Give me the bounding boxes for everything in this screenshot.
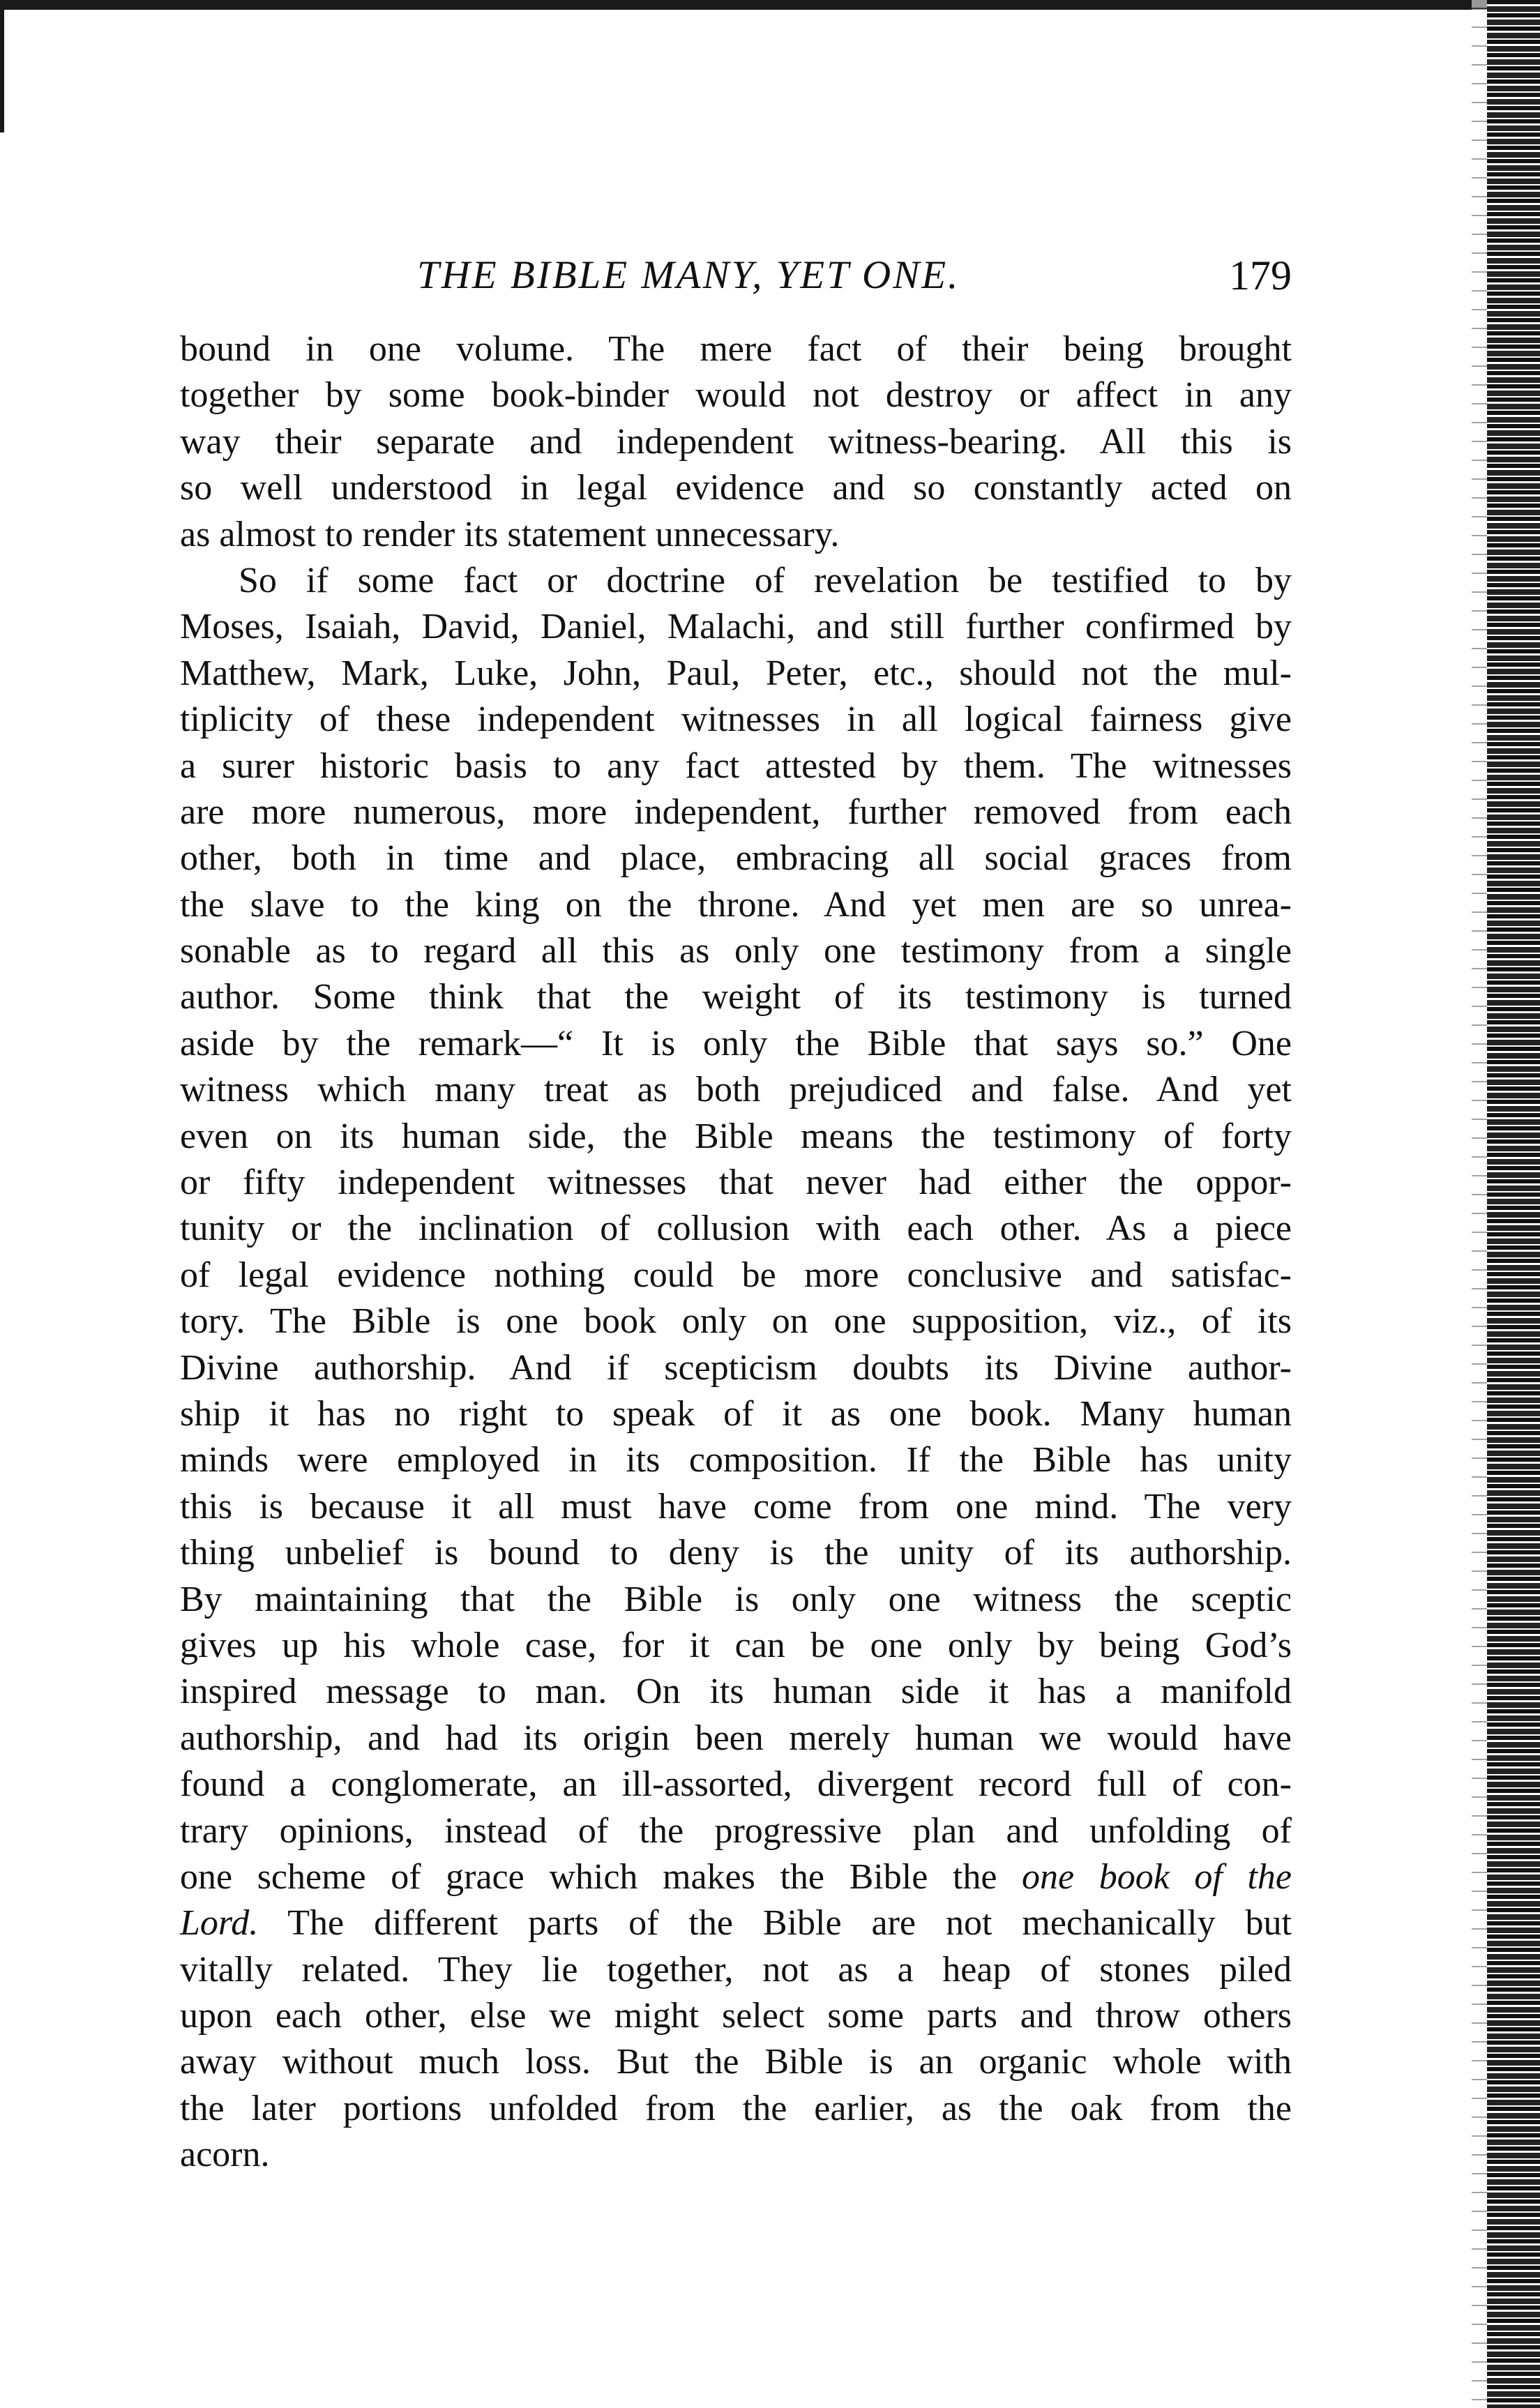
scan-edge-shadow: [1472, 0, 1487, 2408]
text-line: upon each other, else we might select some parts and throw others: [180, 1996, 1292, 2036]
text-line: trary opinions, instead of the progressive plan and unfolding of: [180, 1810, 1292, 1851]
text-line: away without much loss. But the Bible is an organic whole with: [180, 2042, 1292, 2082]
text-line: or fifty independent witnesses that never had either the oppor-: [180, 1163, 1292, 1203]
text-line: authorship, and had its origin been merely human we would have: [180, 1718, 1292, 1758]
text-line: bound in one volume. The mere fact of their being brought: [180, 329, 1292, 369]
text-line: tory. The Bible is one book only on one supposition, viz., of its: [180, 1301, 1292, 1342]
text-line: Moses, Isaiah, David, Daniel, Malachi, and still further confirmed by: [180, 607, 1292, 647]
text-line: of legal evidence nothing could be more conclusive and satisfac-: [180, 1255, 1292, 1295]
text-line: so well understood in legal evidence and so constantly acted on: [180, 468, 1292, 508]
text-line: tiplicity of these independent witnesses in all logical fairness give: [180, 699, 1292, 740]
text-line: By maintaining that the Bible is only one witness the sceptic: [180, 1579, 1292, 1619]
text-line: Matthew, Mark, Luke, John, Paul, Peter, etc., should not the mul-: [180, 653, 1292, 693]
text-line: are more numerous, more independent, further removed from each: [180, 792, 1292, 832]
text-line: minds were employed in its composition. If the Bible has unity: [180, 1440, 1292, 1481]
scan-border-left: [0, 0, 4, 132]
italic-title: Lord.: [180, 1903, 259, 1944]
text-line: sonable as to regard all this as only one testimony from a single: [180, 931, 1292, 971]
running-title: THE BIBLE MANY, YET ONE.: [417, 253, 960, 297]
text-line: the later portions unfolded from the earlier, as the oak from the: [180, 2088, 1292, 2128]
text-span: one scheme of grace which makes the Bible the: [180, 1856, 1022, 1897]
text-line: [180, 1854, 1292, 1900]
text-line: author. Some think that the weight of its testimony is turned: [180, 977, 1292, 1017]
text-line: tunity or the inclination of collusion with each other. As a piece: [180, 1209, 1292, 1249]
text-line: So if some fact or doctrine of revelation be testified to by: [239, 560, 1292, 600]
text-line: other, both in time and place, embracing all social graces from: [180, 838, 1292, 879]
text-line: way their separate and independent witness-bearing. All this is: [180, 421, 1292, 462]
text-line: inspired message to man. On its human side it has a manifold: [180, 1672, 1292, 1712]
text-line: ship it has no right to speak of it as one book. Many human: [180, 1393, 1292, 1434]
scan-border-top: [0, 0, 1507, 10]
text-line: even on its human side, the Bible means the testimony of forty: [180, 1116, 1292, 1156]
body-text: [180, 326, 1292, 2179]
text-line: together by some book-binder would not destroy or affect in any: [180, 375, 1292, 416]
text-line: the slave to the king on the throne. And yet men are so unrea-: [180, 884, 1292, 925]
text-span: The different parts of the Bible are not mechanically but: [258, 1903, 1292, 1944]
text-line: a surer historic basis to any fact attested by them. The witnesses: [180, 745, 1292, 786]
running-head: [180, 248, 1292, 303]
text-line: aside by the remark—“ It is only the Bible that says so.” One: [180, 1023, 1292, 1063]
text-line: this is because it all must have come from one mind. The very: [180, 1486, 1292, 1527]
text-line: acorn.: [180, 2135, 270, 2175]
page-number: 179: [1229, 252, 1292, 298]
text-line: thing unbelief is bound to deny is the unity of its authorship.: [180, 1533, 1292, 1573]
text-line: gives up his whole case, for it can be one only by being God’s: [180, 1625, 1292, 1665]
text-line: as almost to render its statement unnecessary.: [180, 514, 840, 554]
italic-title: one book of the: [1022, 1856, 1292, 1897]
text-line: [180, 1900, 1292, 1946]
text-line: found a conglomerate, an ill-assorted, divergent record full of con-: [180, 1764, 1292, 1805]
text-line: vitally related. They lie together, not as a heap of stones piled: [180, 1949, 1292, 1990]
text-line: witness which many treat as both prejudiced and false. And yet: [180, 1070, 1292, 1110]
text-line: Divine authorship. And if scepticism doubts its Divine author-: [180, 1347, 1292, 1388]
scan-page-edge: [1487, 0, 1540, 2408]
